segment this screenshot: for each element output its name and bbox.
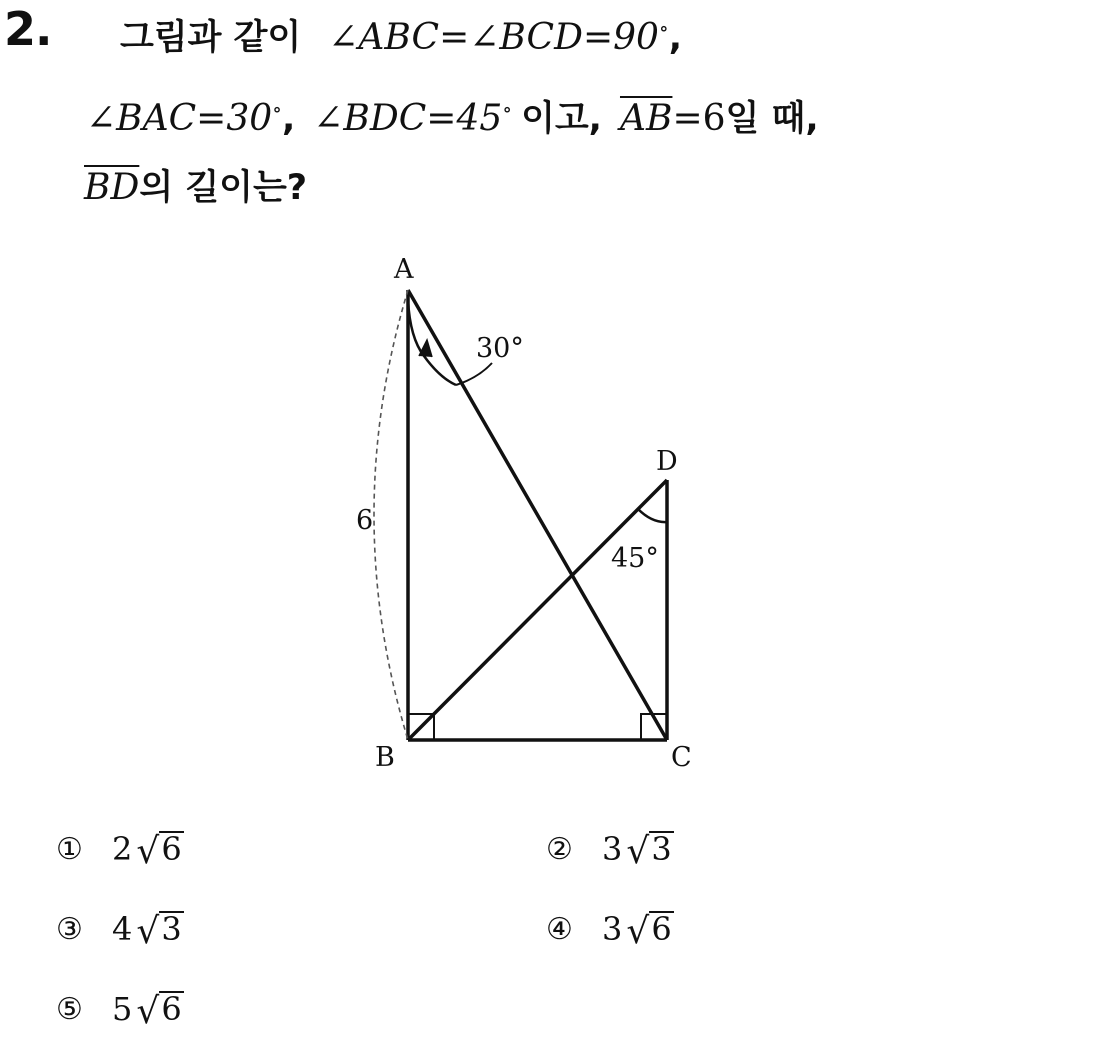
choice-4[interactable]	[546, 910, 674, 952]
comma: ,	[668, 18, 683, 58]
choice-coefficient: 4	[112, 910, 133, 948]
angle-bac: ∠BAC=30	[86, 98, 273, 139]
segment-ac-line	[408, 290, 667, 740]
question-intro: 그림과 같이	[120, 18, 302, 58]
choice-marker: ⑤	[56, 991, 83, 1027]
question-connector: 이고,	[521, 99, 602, 139]
equals-six: =6	[672, 98, 726, 139]
choice-1[interactable]	[56, 830, 184, 872]
radical-sign: √	[136, 991, 160, 1032]
choice-radicand: 6	[651, 910, 672, 949]
radical-sign: √	[136, 911, 160, 952]
question-number: 2.	[4, 2, 52, 56]
angle-arrow-a	[419, 340, 432, 357]
choice-coefficient: 3	[602, 910, 623, 948]
label-a: A	[394, 254, 414, 285]
choice-5[interactable]	[56, 990, 184, 1032]
choice-marker: ④	[546, 911, 573, 947]
label-angle-d: 45°	[611, 543, 659, 574]
choice-marker: ③	[56, 911, 83, 947]
choice-coefficient: 2	[112, 830, 133, 868]
label-d: D	[656, 446, 678, 477]
radical-sign: √	[626, 831, 650, 872]
length-arc-ab	[374, 290, 408, 740]
sqrt-expression	[136, 910, 183, 952]
comma: ,	[281, 99, 296, 139]
choice-marker: ①	[56, 831, 83, 867]
degree-mark: ∘	[658, 16, 669, 40]
degree-mark: ∘	[502, 97, 513, 121]
angle-arc-d	[638, 509, 667, 522]
label-side-ab: 6	[356, 505, 374, 536]
choice-radicand: 6	[161, 990, 182, 1029]
choice-radicand: 3	[651, 830, 672, 869]
choice-coefficient: 5	[112, 990, 133, 1028]
segment-ab: $\overline{AB}$	[619, 98, 673, 139]
choice-radicand: 3	[161, 910, 182, 949]
label-c: C	[671, 742, 692, 773]
choice-coefficient: 3	[602, 830, 623, 868]
choice-marker: ②	[546, 831, 573, 867]
segment-bd: $\overline{BD}$	[84, 167, 140, 208]
degree-mark: ∘	[272, 97, 282, 121]
radical-sign: √	[136, 831, 160, 872]
choice-3[interactable]	[56, 910, 184, 952]
sqrt-expression	[626, 910, 673, 952]
choice-radicand: 6	[161, 830, 182, 869]
label-angle-a: 30°	[476, 333, 524, 364]
sqrt-expression	[626, 830, 673, 872]
sqrt-expression	[136, 830, 183, 872]
radical-sign: √	[626, 911, 650, 952]
label-b: B	[375, 742, 395, 773]
question-condition: 일 때,	[725, 99, 819, 139]
angle-bdc: ∠BDC=45	[313, 98, 503, 139]
question-ask: 의 길이는?	[139, 168, 308, 208]
angle-abc-bcd: ∠ABC=∠BCD=90	[328, 17, 659, 58]
choice-2[interactable]	[546, 830, 674, 872]
angle-arc-a	[408, 300, 456, 385]
sqrt-expression	[136, 990, 183, 1032]
segment-bd-line	[408, 480, 667, 740]
